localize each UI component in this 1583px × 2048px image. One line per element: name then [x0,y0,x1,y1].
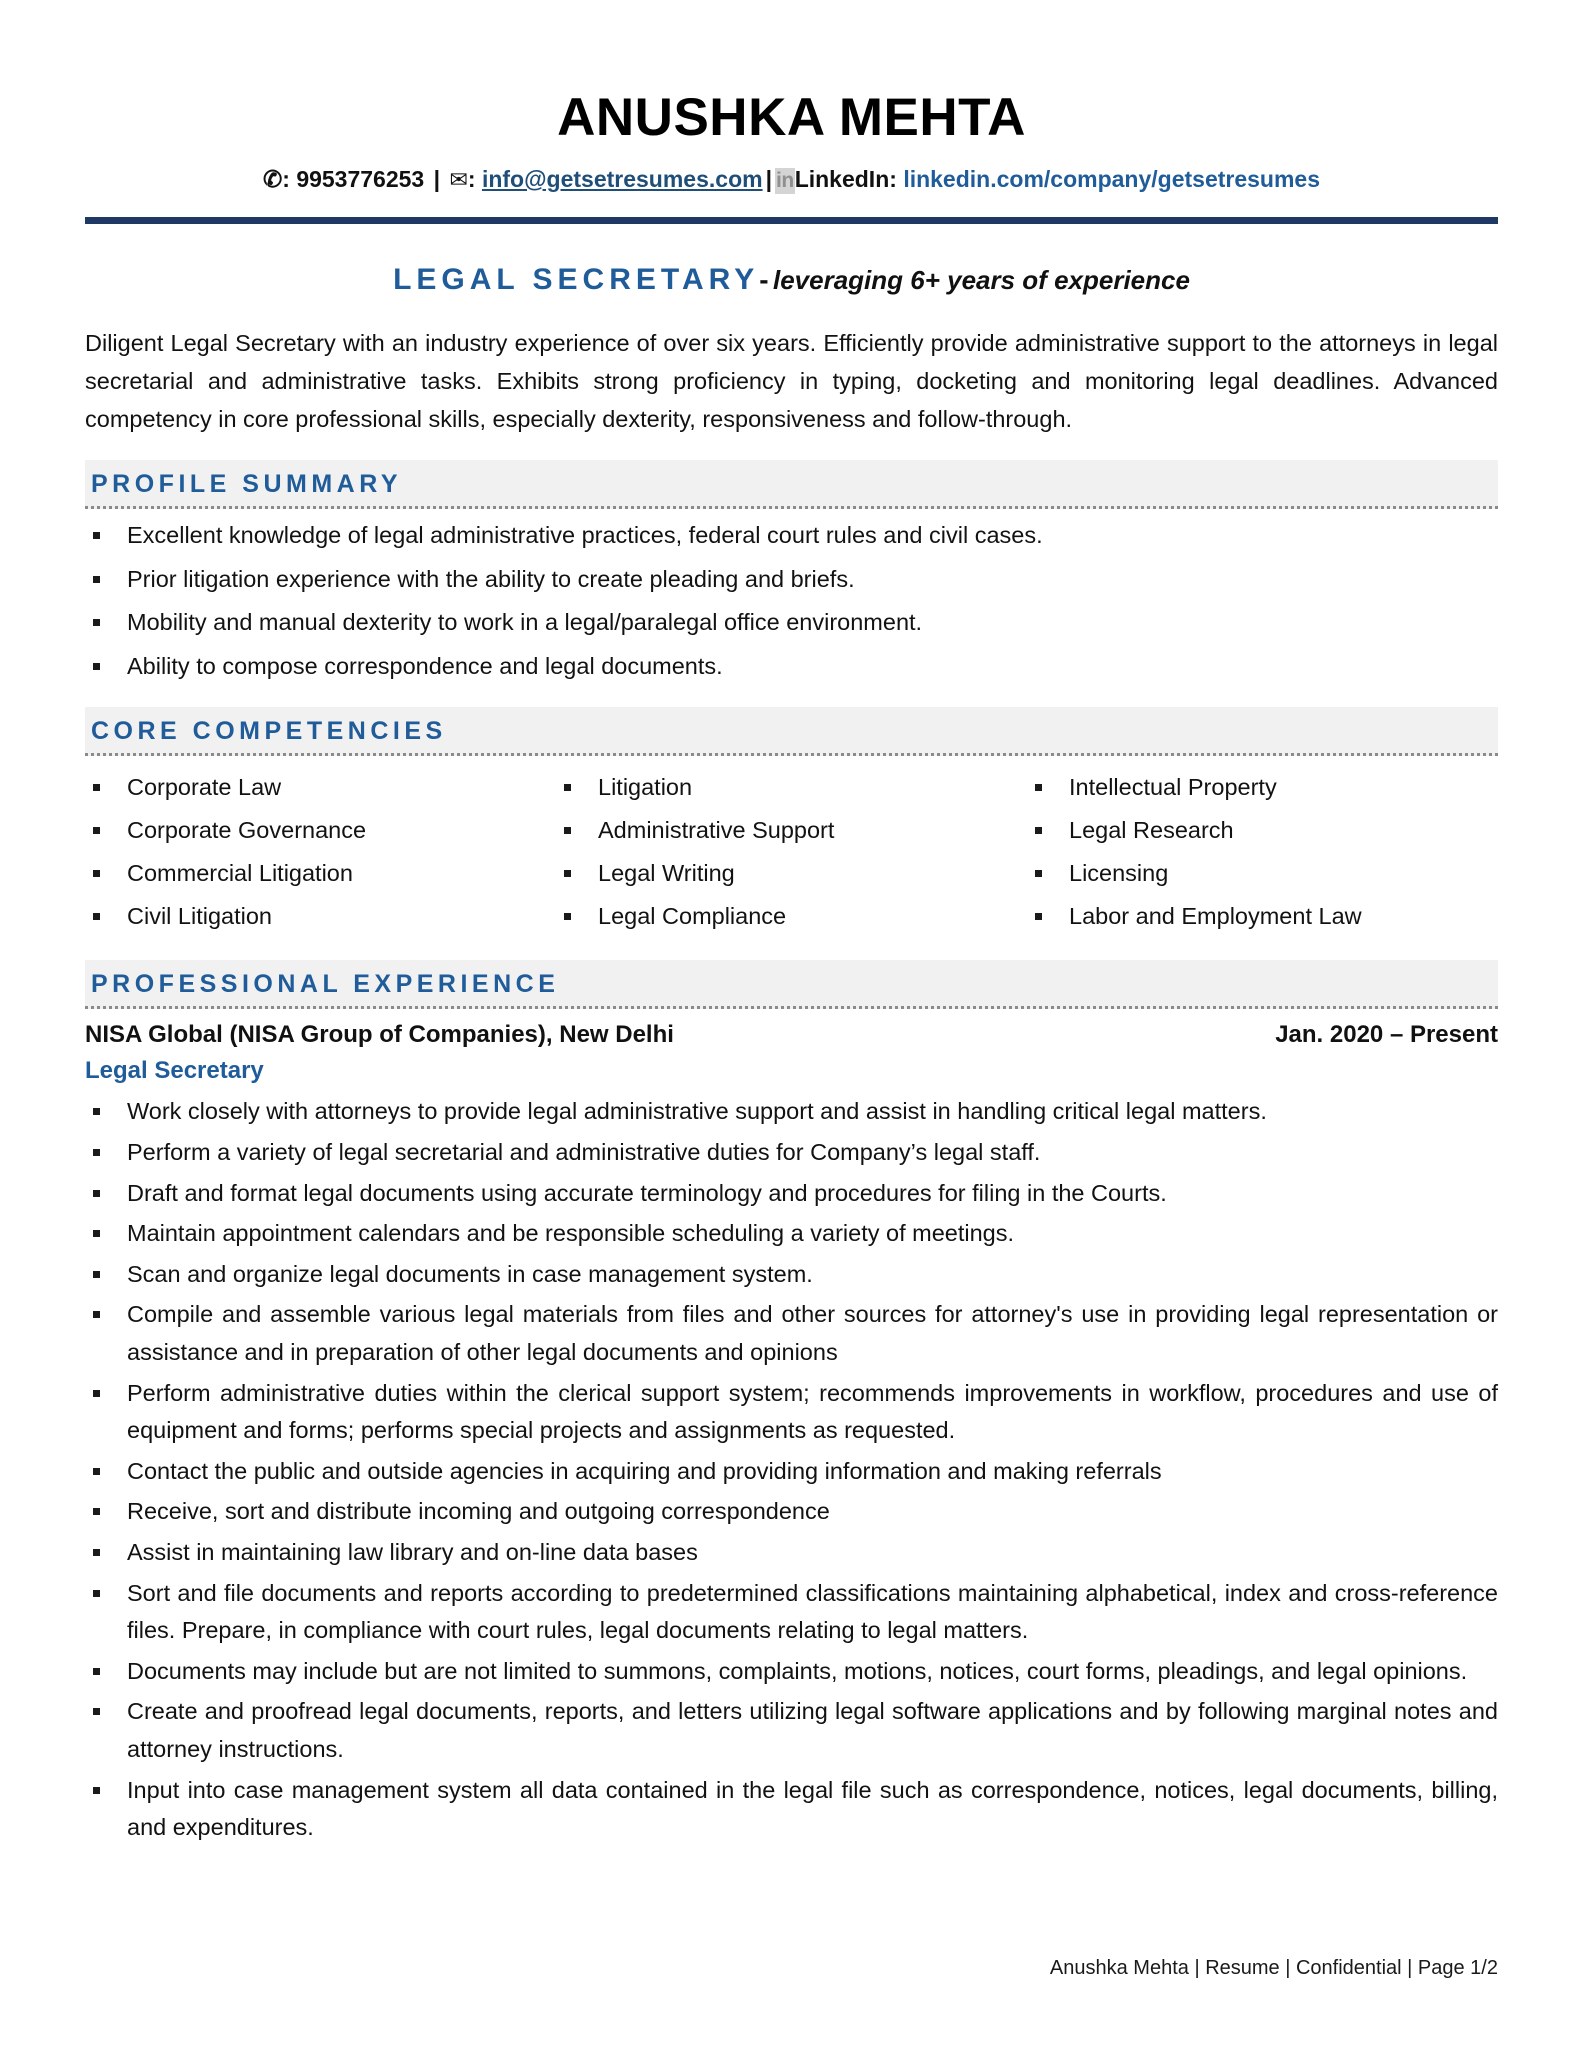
candidate-name: ANUSHKA MEHTA [557,88,1026,147]
list-item: Work closely with attorneys to provide legal administrative support and assist in handling critical legal matters. [85,1093,1498,1131]
contact-line [85,165,1498,195]
section-title: CORE COMPETENCIES [91,717,447,746]
email-icon: ✉ [449,166,468,192]
profile-summary-list [85,517,1498,685]
competency-item: Labor and Employment Law [1027,895,1498,938]
job-company: NISA Global (NISA Group of Companies), New Delhi [85,1021,674,1049]
phone-icon: ✆ [262,165,283,192]
page-footer: Anushka Mehta | Resume | Confidential | Page 1/2 [1049,1957,1498,1979]
phone-prefix: : [282,165,290,192]
competency-item: Legal Research [1027,809,1498,852]
competency-item: Corporate Law [85,766,556,809]
professional-summary: Diligent Legal Secretary with an industry experience of over six years. Efficiently provide administrative support to the attorneys in legal secretarial and administrative tasks. Exhibits strong proficiency in typing, docketing and monitoring legal deadlines. Advanced competency in core professional skills, especially dexterity, responsiveness and follow-through. [85,329,1498,432]
list-item: Input into case management system all data contained in the legal file such as correspondence, notices, legal documents, billing, and expenditures. [85,1772,1498,1847]
contact-separator-1: | [433,165,441,192]
core-competencies-grid [85,766,1498,938]
list-item: Mobility and manual dexterity to work in a legal/paralegal office environment. [85,604,1498,642]
competency-item: Commercial Litigation [85,852,556,895]
list-item: Assist in maintaining law library and on-line data bases [85,1534,1498,1572]
section-header-profile-summary [85,460,1498,509]
section-header-core-competencies [85,707,1498,756]
list-item: Create and proofread legal documents, reports, and letters utilizing legal software applications and by following marginal notes and attorney instructions. [85,1693,1498,1768]
list-item: Compile and assemble various legal materials from files and other sources for attorney's use in providing legal representation or assistance and in preparation of other legal documents and opinions [85,1296,1498,1371]
list-item: Scan and organize legal documents in case management system. [85,1256,1498,1294]
competency-item: Corporate Governance [85,809,556,852]
email-prefix: : [467,165,476,192]
competency-item: Legal Writing [556,852,1027,895]
role-title: LEGAL SECRETARY [393,262,760,296]
section-title: PROFESSIONAL EXPERIENCE [91,970,560,999]
job-header [85,1021,1498,1049]
list-item: Draft and format legal documents using accurate terminology and procedures for filing in the Courts. [85,1175,1498,1213]
contact-separator-2: | [765,165,773,192]
list-item: Ability to compose correspondence and legal documents. [85,648,1498,686]
list-item: Excellent knowledge of legal administrative practices, federal court rules and civil cases. [85,517,1498,555]
job-responsibilities-list [85,1093,1498,1846]
header-divider [85,217,1498,224]
competency-item: Intellectual Property [1027,766,1498,809]
email-link[interactable]: info@getsetresumes.com [481,165,763,192]
competency-item: Legal Compliance [556,895,1027,938]
section-title: PROFILE SUMMARY [91,470,403,499]
competency-item: Civil Litigation [85,895,556,938]
phone-number: 9953776253 [296,165,425,192]
list-item: Contact the public and outside agencies in acquiring and providing information and making referrals [85,1453,1498,1491]
competency-item: Administrative Support [556,809,1027,852]
list-item: Maintain appointment calendars and be responsible scheduling a variety of meetings. [85,1215,1498,1253]
list-item: Receive, sort and distribute incoming and outgoing correspondence [85,1493,1498,1531]
list-item: Perform a variety of legal secretarial and administrative duties for Company’s legal staff. [85,1134,1498,1172]
linkedin-label: LinkedIn: [794,165,897,192]
linkedin-url[interactable]: linkedin.com/company/getsetresumes [903,165,1321,192]
job-role: Legal Secretary [85,1057,264,1085]
role-title-dash: - [759,263,769,295]
competency-item: Litigation [556,766,1027,809]
list-item: Perform administrative duties within the clerical support system; recommends improvements in workflow, procedures and use of equipment and forms; performs special projects and assignments as requested. [85,1375,1498,1450]
list-item: Prior litigation experience with the ability to create pleading and briefs. [85,561,1498,599]
role-title-block [85,262,1498,298]
job-dates: Jan. 2020 – Present [1275,1021,1498,1049]
linkedin-icon: in [775,168,795,194]
competency-item: Licensing [1027,852,1498,895]
section-header-professional-experience [85,960,1498,1009]
list-item: Documents may include but are not limited to summons, complaints, motions, notices, court forms, pleadings, and legal opinions. [85,1653,1498,1691]
list-item: Sort and file documents and reports according to predetermined classifications maintaining alphabetical, index and cross-reference files. Prepare, in compliance with court rules, legal documents relating to legal matters. [85,1575,1498,1650]
role-tagline: leveraging 6+ years of experience [772,264,1190,295]
